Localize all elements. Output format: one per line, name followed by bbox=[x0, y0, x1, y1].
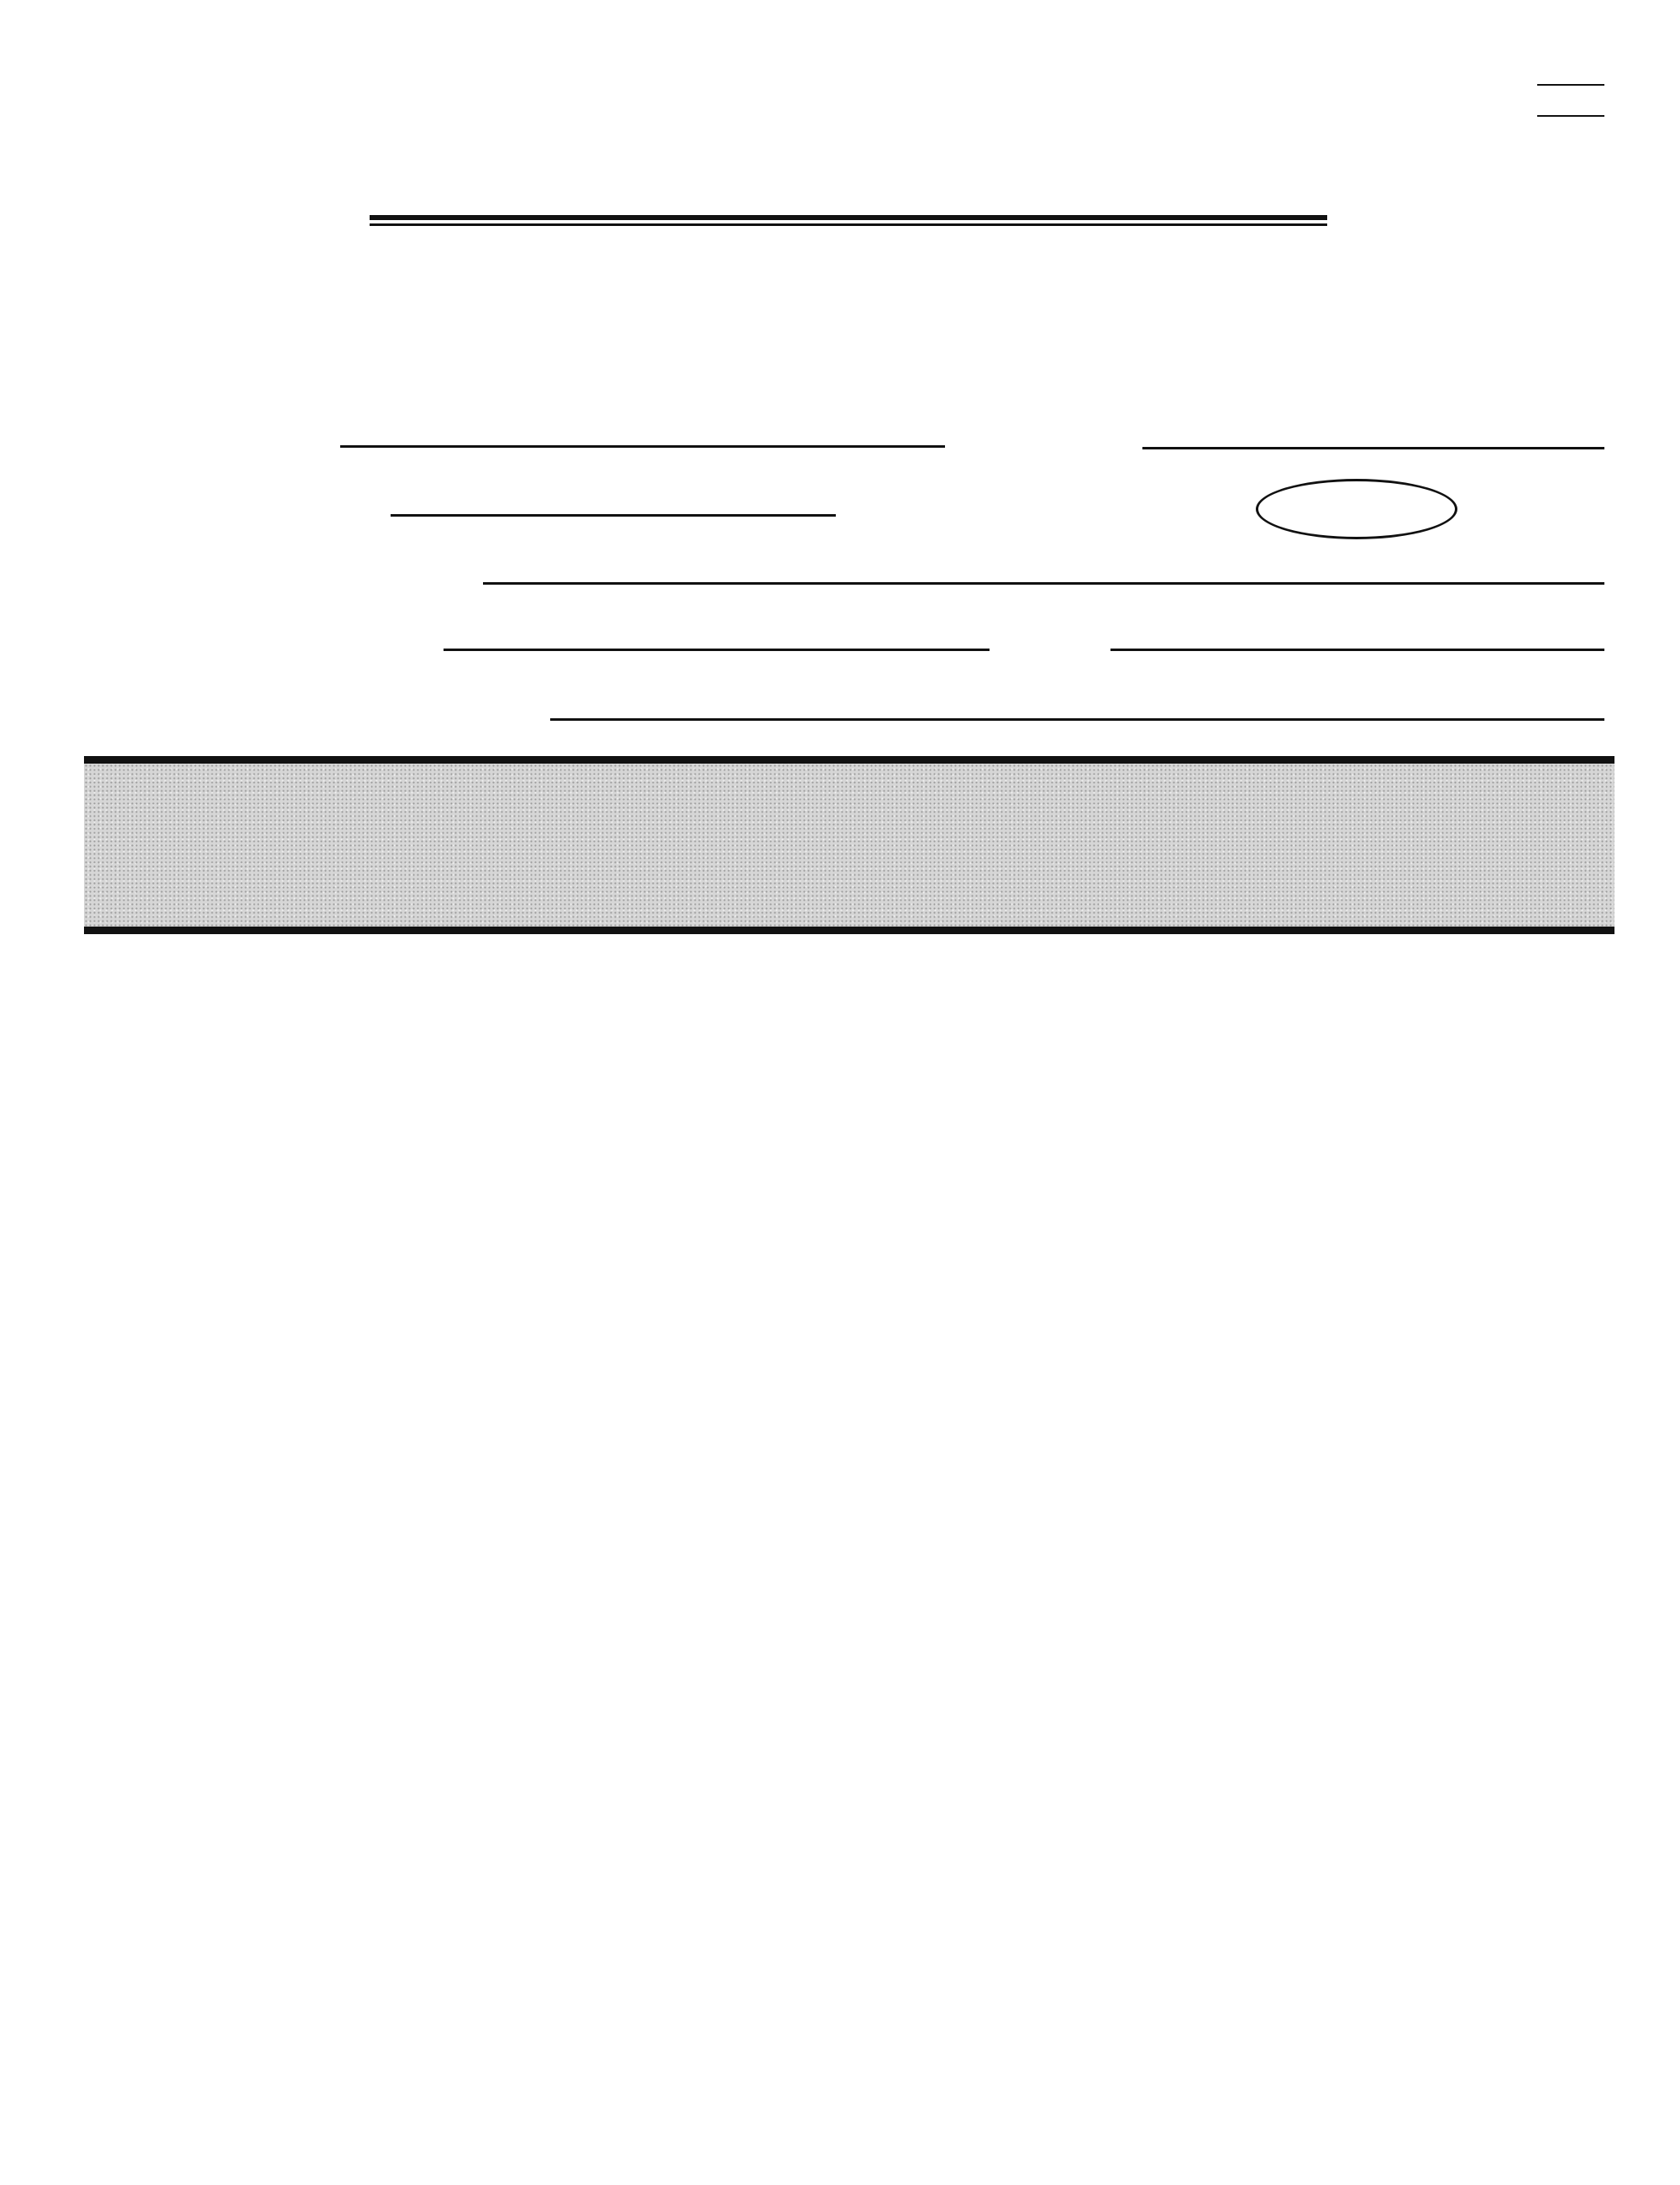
county-line bbox=[1110, 649, 1604, 651]
title-rule-bottom bbox=[370, 223, 1327, 226]
teacher-line bbox=[340, 445, 945, 448]
alternate-route-line[interactable] bbox=[1537, 115, 1604, 117]
district-line bbox=[444, 649, 990, 651]
chair-line bbox=[483, 582, 1604, 585]
title-rule-top bbox=[370, 215, 1327, 220]
traditional-route-line bbox=[1537, 84, 1604, 86]
subject-line bbox=[1142, 447, 1604, 449]
key-legend-box bbox=[84, 756, 1614, 934]
week-selection-circle bbox=[1256, 479, 1457, 539]
ssn-line bbox=[391, 514, 836, 517]
mailing-line bbox=[550, 718, 1604, 721]
